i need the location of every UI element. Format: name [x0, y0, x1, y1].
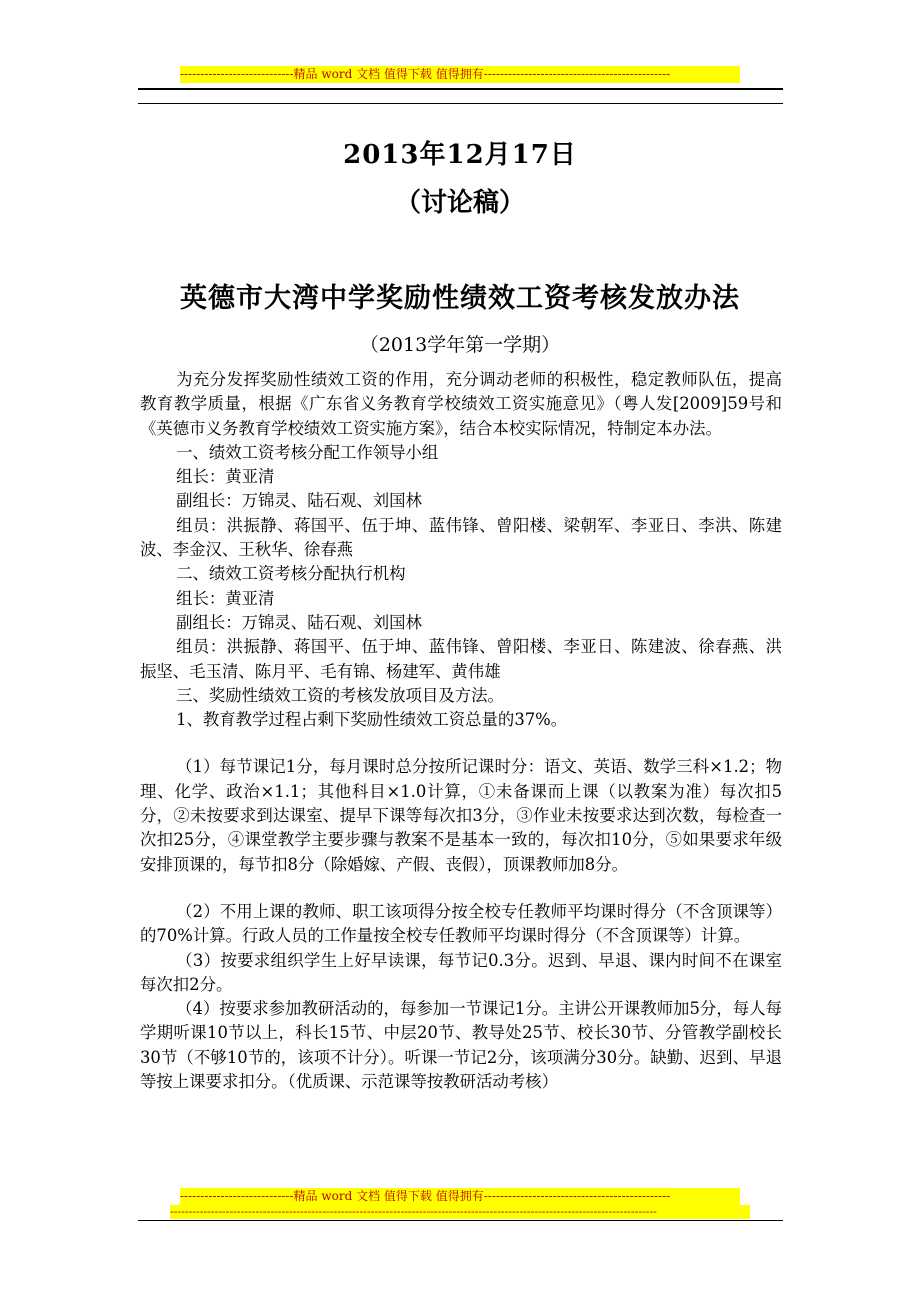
document-subtitle: （2013学年第一学期）: [359, 334, 561, 356]
item-paragraph-4: （4）按要求参加教研活动的，每参加一节课记1分。主讲公开课教师加5分，每人每学期听课10节以上，科长15节、中层20节、教导处25节、校长30节、分管教学副校长30节（不够10节的，该项不计分）。听课一节记2分，该项满分30分。缺勤、迟到、早退等按上课要求扣分。（优质课、示范课等按教研活动考核）: [140, 999, 782, 1092]
item-paragraph-3: （3）按要求组织学生上好早读课，每节记0.3分。迟到、早退、课内时间不在课室每次扣2分。: [140, 950, 782, 994]
section-1-heading: 一、绩效工资考核分配工作领导小组: [176, 442, 439, 462]
document-title: 英德市大湾中学奖励性绩效工资考核发放办法: [180, 283, 740, 314]
section-1-leader: 组长：黄亚清: [176, 467, 275, 487]
header-banner: ----------------------------精品 word 文档 值得下载 值得拥有----------------------------------------------: [180, 66, 740, 83]
document-body: [140, 368, 782, 1094]
section-2-deputy: 副组长：万锦灵、陆石观、刘国林: [176, 612, 422, 632]
footer-dash-line: -----------------------------------------------------------------------------------------------------------------------------------: [170, 1205, 750, 1219]
section-2-heading: 二、绩效工资考核分配执行机构: [176, 564, 406, 584]
header-rule-thin: [138, 103, 783, 104]
section-2-members: 组员：洪振静、蒋国平、伍于坤、蓝伟锋、曾阳楼、李亚日、陈建波、徐春燕、洪振坚、毛玉清、陈月平、毛有锦、杨建军、黄伟雄: [140, 637, 782, 681]
footer-banner: ----------------------------精品 word 文档 值得下载 值得拥有----------------------------------------------: [180, 1188, 740, 1205]
section-1-deputy: 副组长：万锦灵、陆石观、刘国林: [176, 491, 422, 511]
document-date: 2013年12月17日: [343, 140, 577, 170]
section-3-heading: 三、奖励性绩效工资的考核发放项目及方法。: [176, 685, 504, 705]
item-paragraph-2: （2）不用上课的教师、职工该项得分按全校专任教师平均课时得分（不含顶课等）的70%计算。行政人员的工作量按全校专任教师平均课时得分（不含顶课等）计算。: [140, 901, 782, 946]
paragraph-gap: [140, 877, 782, 900]
intro-paragraph: 为充分发挥奖励性绩效工资的作用，充分调动老师的积极性，稳定教师队伍，提高教育教学质量，根据《广东省义务教育学校绩效工资实施意见》（粤人发[2009]59号和《英德市义务教育学校绩效工资实施方案》，结合本校实际情况，特制定本办法。: [140, 370, 782, 438]
footer-rule: [138, 1220, 783, 1221]
section-3-item-1: 1、教育教学过程占剩下奖励性绩效工资总量的37%。: [176, 710, 568, 730]
item-paragraph-1: （1）每节课记1分，每月课时总分按所记课时分：语文、英语、数学三科×1.2；物理、化学、政治×1.1；其他科目×1.0计算，①未备课而上课（以教案为准）每次扣5分，②未按要求到达课室、提早下课等每次扣3分，③作业未按要求达到次数，每检查一次扣25分，④课堂教学主要步骤与教案不是基本一致的，每次扣10分，⑤如果要求年级安排顶课的，每节扣8分（除婚嫁、产假、丧假），顶课教师加8分。: [140, 757, 782, 874]
header-rule-thick: [138, 88, 783, 90]
paragraph-gap: [140, 732, 782, 755]
section-2-leader: 组长：黄亚清: [176, 588, 275, 608]
section-1-members: 组员：洪振静、蒋国平、伍于坤、蓝伟锋、曾阳楼、梁朝军、李亚日、李洪、陈建波、李金汉、王秋华、徐春燕: [140, 515, 782, 560]
draft-note: （讨论稿）: [394, 188, 525, 218]
